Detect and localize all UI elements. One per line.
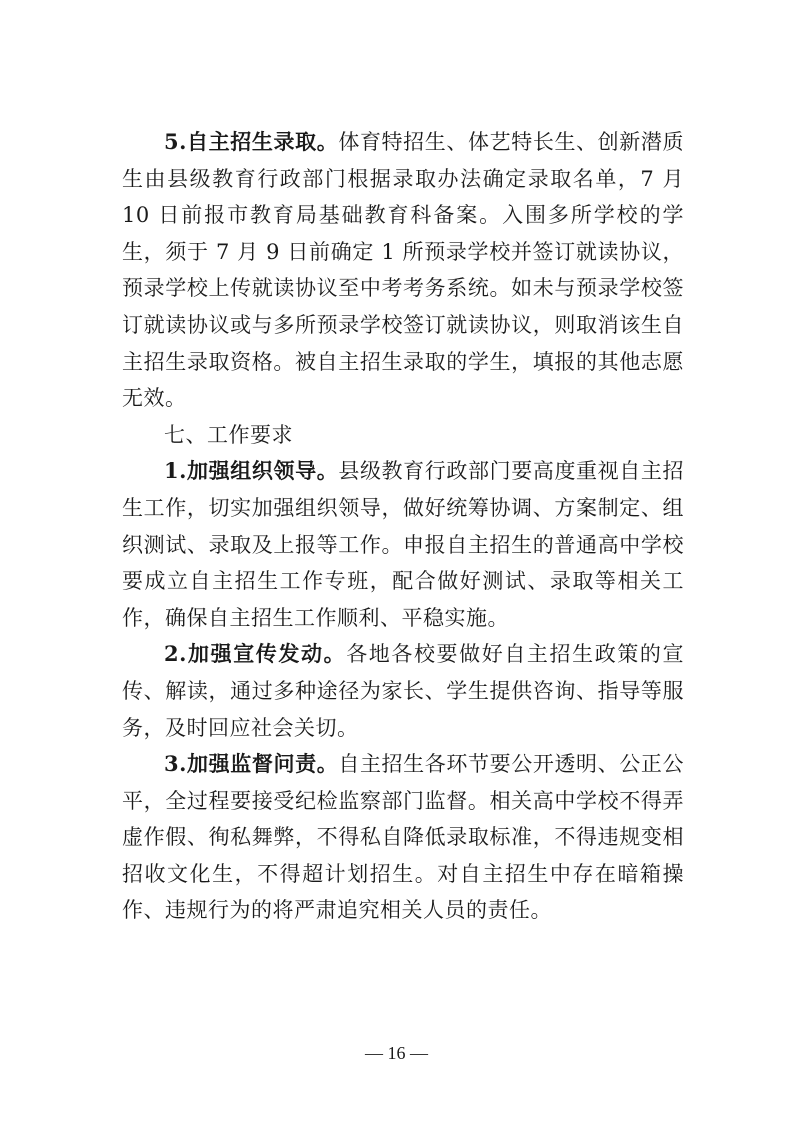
paragraph-publicity xyxy=(122,636,684,746)
paragraph-text: 县级教育行政部门要高度重视自主招生工作，切实加强组织领导，做好统筹协调、方案制定、组织测试、录取及上报等工作。申报自主招生的普通高中学校要成立自主招生工作专班，配合做好测试、录取等相关工作，确保自主招生工作顺利、平稳实施。 xyxy=(122,459,684,630)
paragraph-supervision xyxy=(122,746,684,929)
paragraph-lead: 1.加强组织领导。 xyxy=(164,458,339,484)
paragraph-text: 自主招生各环节要公开透明、公正公平，全过程要接受纪检监察部门监督。相关高中学校不得弄虚作假、徇私舞弊，不得私自降低录取标准，不得违规变相招收文化生，不得超计划招生。对自主招生中存在暗箱操作、违规行为的将严肃追究相关人员的责任。 xyxy=(122,752,684,923)
document-body xyxy=(122,124,684,929)
section-heading: 七、工作要求 xyxy=(164,422,293,447)
paragraph-lead: 3.加强监督问责。 xyxy=(164,751,339,777)
paragraph-organization xyxy=(122,453,684,636)
paragraph-lead: 5.自主招生录取。 xyxy=(164,129,339,154)
paragraph-text: 体育特招生、体艺特长生、创新潜质生由县级教育行政部门根据录取办法确定录取名单，7 月 10 日前报市教育局基础教育科备案。入围多所学校的学生，须于 7 月 9 日前确定 1 所预录学校并签订就读协议，预录学校上传就读协议至中考考务系统。如未与预录学校签订就读协议或与多所预录学校签订就读协议，则取消该生自主招生录取资格。被自主招生录取的学生，填报的其他志愿无效。 xyxy=(122,130,684,411)
paragraph-text: 各地各校要做好自主招生政策的宣传、解读，通过多种途径为家长、学生提供咨询、指导等服务，及时回应社会关切。 xyxy=(122,642,684,740)
paragraph-lead: 2.加强宣传发动。 xyxy=(164,641,347,667)
paragraph-admission xyxy=(122,124,684,417)
page-number: — 16 — xyxy=(365,1043,428,1063)
